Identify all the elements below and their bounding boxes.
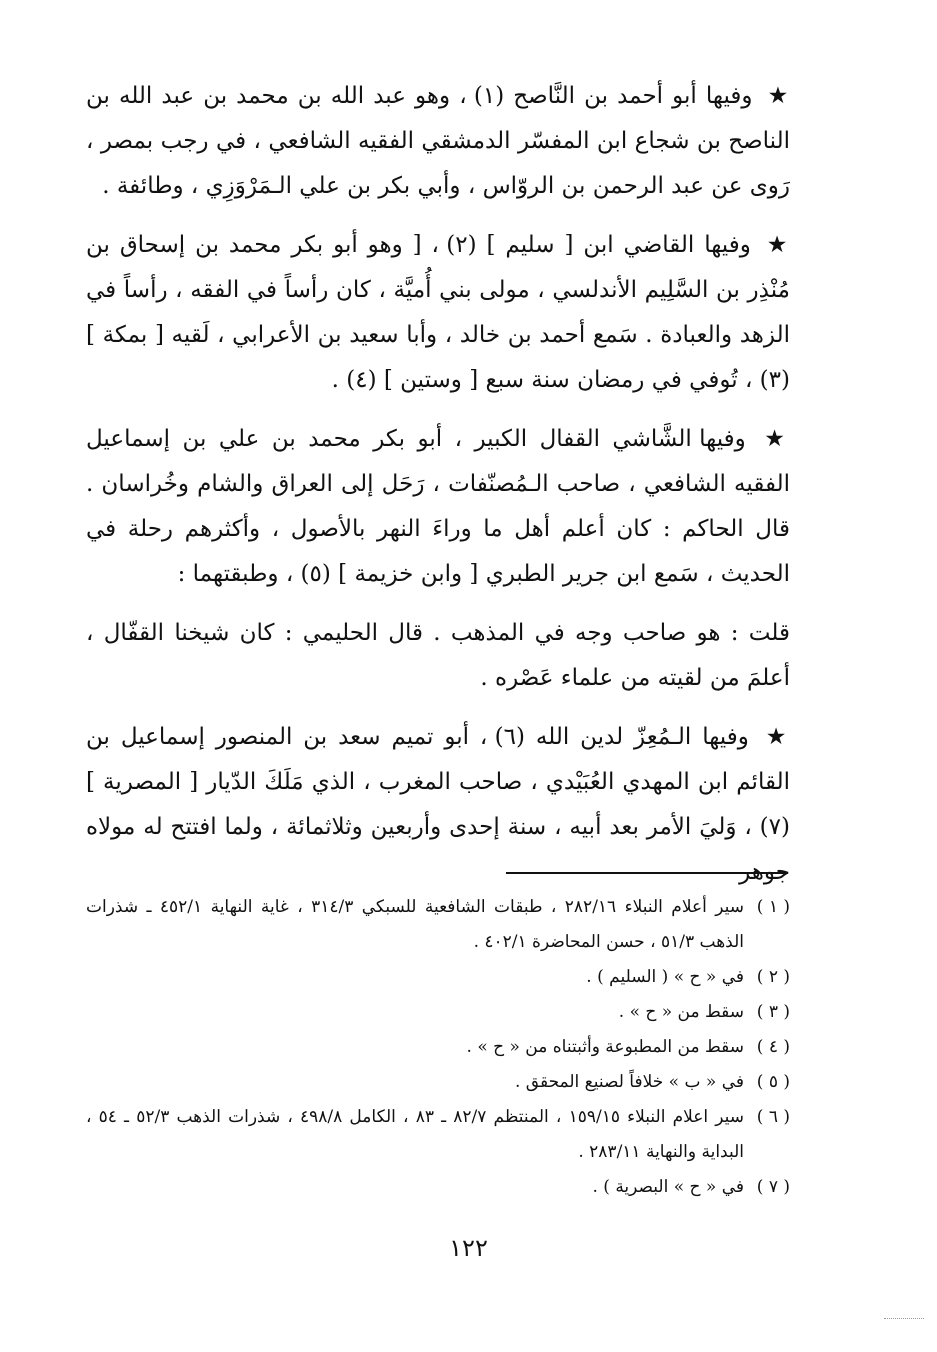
paragraph-3 — [86, 417, 790, 597]
paragraph-2-text: وفيها القاضي ابن [ سليم ] (٢) ، [ وهو أبو بكر محمد بن إسحاق بن مُنْذِر بن السَّلِيم الأندلسي ، مولى بني أُميَّة ، كان رأساً في الفقه ، رأساً في الزهد والعبادة . سَمع أحمد بن خالد ، وأبا سعيد بن الأعرابي ، لَقيه [ بمكة ] (٣) ، تُوفي في رمضان سنة سبع [ وستين ] (٤) . — [86, 232, 791, 393]
footnote-6 — [86, 1100, 790, 1170]
star-bullet-icon: ★ — [765, 724, 791, 750]
footnote-3 — [86, 995, 790, 1030]
footnote-5 — [86, 1065, 790, 1100]
footnote-text: في « ب » خلافاً لصنيع المحقق . — [514, 1072, 744, 1092]
footnote-text: سير اعلام النبلاء ١٥٩/١٥ ، المنتظم ٨٢/٧ ـ ٨٣ ، الكامل ٤٩٨/٨ ، شذرات الذهب ٥٢/٣ ـ ٥٤ ، البداية والنهاية ٢٨٣/١١ . — [86, 1107, 745, 1162]
footnote-1 — [86, 890, 790, 960]
footnote-text: في « ح » البصرية ) . — [592, 1177, 744, 1197]
paragraph-5-text: وفيها الـمُعِزّ لدين الله (٦) ، أبو تميم سعد بن المنصور إسماعيل بن القائم ابن المهدي العُبَيْدي ، صاحب المغرب ، الذي مَلَكَ الدّيار [ المصرية ] (٧) ، وَليَ الأمر بعد أبيه ، سنة إحدى وأربعين وثلاثمائة ، ولما افتتح له مولاه جوهر — [86, 724, 790, 885]
paragraph-1 — [86, 74, 790, 209]
footnote-number: ( ٦ ) — [756, 1107, 790, 1127]
footnote-number: ( ٥ ) — [756, 1072, 790, 1092]
main-text — [86, 74, 790, 909]
paragraph-3-text: وفيها الشَّاشي القفال الكبير ، أبو بكر محمد بن علي بن إسماعيل الفقيه الشافعي ، صاحب الـمُصنّفات ، رَحَل إلى العراق والشام وخُراسان . قال الحاكم : كان أعلم أهل ما وراءَ النهر بالأصول ، وأكثرهم رحلة في الحديث ، سَمع ابن جرير الطبري [ وابن خزيمة ] (٥) ، وطبقتهما : — [86, 426, 790, 587]
paragraph-4-text: قلت : هو صاحب وجه في المذهب . قال الحليمي : كان شيخنا القفّال ، أعلمَ من لقيته من علماء عَصْره . — [86, 620, 790, 691]
footnote-number: ( ٣ ) — [756, 1002, 790, 1022]
paragraph-1-text: وفيها أبو أحمد بن النَّاصح (١) ، وهو عبد الله بن محمد بن عبد الله بن الناصح بن شجاع ابن المفسّر الدمشقي الفقيه الشافعي ، في رجب بمصر ، رَوى عن عبد الرحمن بن الروّاس ، وأبي بكر بن علي الـمَرْوَزِي ، وطائفة . — [86, 83, 790, 199]
footnotes — [86, 890, 790, 1205]
footnote-text: في « ح » ( السليم ) . — [586, 967, 744, 987]
paragraph-5 — [86, 715, 790, 895]
footnote-number: ( ٤ ) — [756, 1037, 790, 1057]
footnote-text: سير أعلام النبلاء ٢٨٢/١٦ ، طبقات الشافعية للسبكي ٣١٤/٣ ، غاية النهاية ٤٥٢/١ ـ شذرات الذهب ٥١/٣ ، حسن المحاضرة ٤٠٢/١ . — [86, 897, 744, 952]
footnote-number: ( ٢ ) — [756, 967, 790, 987]
star-bullet-icon: ★ — [766, 232, 790, 258]
star-bullet-icon: ★ — [767, 83, 791, 109]
footnote-7 — [86, 1170, 790, 1205]
footnote-4 — [86, 1030, 790, 1065]
footnote-divider — [506, 872, 788, 874]
footnote-text: سقط من المطبوعة وأثبتناه من « ح » . — [466, 1037, 744, 1057]
paragraph-2 — [86, 223, 790, 403]
footnote-number: ( ١ ) — [756, 897, 790, 917]
scan-edge-mark — [884, 1318, 924, 1319]
paragraph-4 — [86, 611, 790, 701]
page-number: ١٢٢ — [449, 1234, 488, 1262]
footnote-2 — [86, 960, 790, 995]
footnote-number: ( ٧ ) — [756, 1177, 790, 1197]
star-bullet-icon: ★ — [764, 426, 790, 452]
footnote-text: سقط من « ح » . — [618, 1002, 744, 1022]
